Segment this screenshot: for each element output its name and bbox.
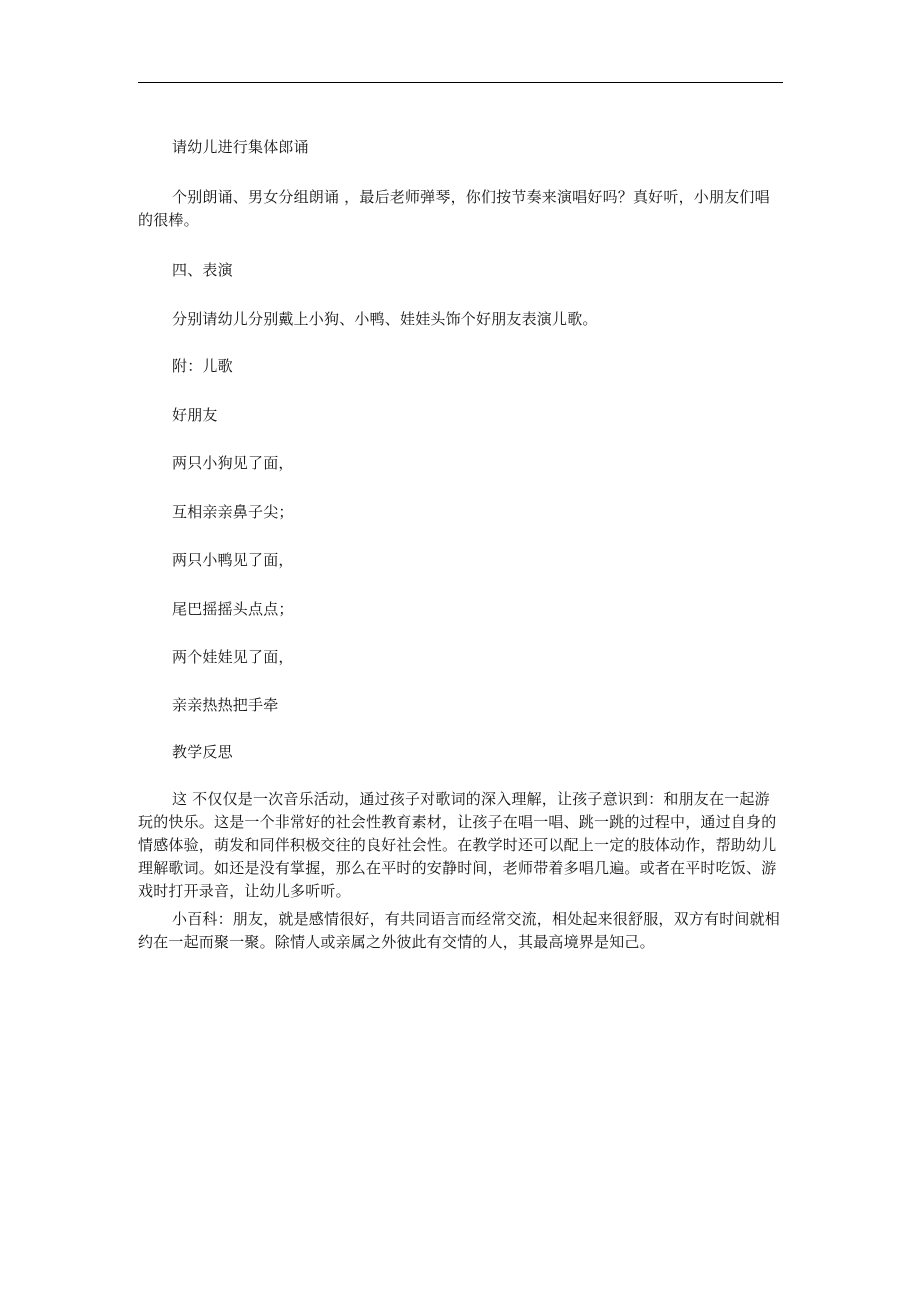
song-line-5: 两个娃娃见了面， (172, 648, 294, 666)
appendix-label: 附：儿歌 (172, 357, 233, 375)
song-line-6: 亲亲热热把手牵 (172, 696, 279, 714)
header-rule (138, 82, 783, 83)
paragraph-group-recital: 请幼儿进行集体郎诵 (172, 138, 309, 156)
paragraph-performance-instructions: 分别请幼儿分别戴上小狗、小鸭、娃娃头饰个好朋友表演儿歌。 (172, 310, 598, 328)
paragraph-encyclopedia: 小百科：朋友，就是感情很好，有共同语言而经常交流，相处起来很舒服，双方有时间就相约在一起而聚一聚。除情人或亲属之外彼此有交情的人，其最高境界是知己。 (138, 910, 781, 951)
song-line-2: 互相亲亲鼻子尖； (172, 503, 294, 521)
song-line-4: 尾巴摇摇头点点； (172, 600, 294, 618)
paragraph-reflection: 这 不仅仅是一次音乐活动，通过孩子对歌词的深入理解，让孩子意识到：和朋友在一起游玩的快乐。这是一个非常好的社会性教育素材，让孩子在唱一唱、跳一跳的过程中，通过自身的情感体验，萌发和同伴积极交往的良好社会性。在教学时还可以配上一定的肢体动作，帮助幼儿理解歌词。如还是没有掌握，那么在平时的安静时间，老师带着多唱几遍。或者在平时吃饭、游戏时打开录音，让幼儿多听听。 (138, 790, 777, 900)
song-line-1: 两只小狗见了面， (172, 454, 294, 472)
section-heading-reflection: 教学反思 (172, 743, 233, 761)
section-heading-performance: 四、表演 (172, 261, 233, 279)
song-line-3: 两只小鸭见了面， (172, 551, 294, 569)
song-title: 好朋友 (172, 406, 218, 424)
paragraph-individual-recital: 个别朗诵、男女分组朗诵 ，最后老师弹琴，你们按节奏来演唱好吗？真好听，小朋友们唱的很棒。 (138, 188, 770, 229)
